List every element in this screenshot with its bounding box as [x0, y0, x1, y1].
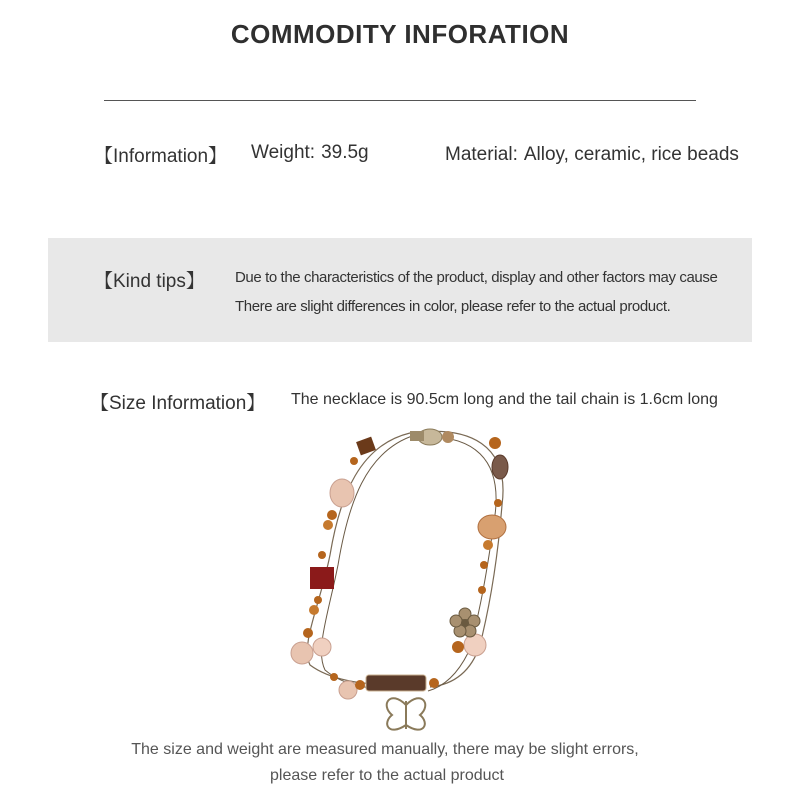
butterfly-charm	[387, 698, 426, 729]
footer-line-1: The size and weight are measured manually, there may be slight errors,	[131, 741, 639, 758]
information-label: 【Information】	[94, 146, 228, 167]
size-information-text: The necklace is 90.5cm long and the tail chain is 1.6cm long	[291, 391, 718, 408]
kind-tips-box	[48, 238, 752, 342]
left-beads	[291, 437, 376, 699]
weight-info	[251, 142, 369, 164]
page-title: COMMODITY INFORATION	[230, 19, 570, 49]
flower-charm	[450, 608, 480, 637]
material-info	[445, 144, 739, 166]
material-label: Material:	[445, 144, 518, 165]
tube-bead	[366, 675, 426, 691]
clasp	[410, 429, 454, 445]
weight-label: Weight:	[251, 142, 316, 163]
footer-line-2: please refer to the actual product	[270, 767, 504, 784]
material-value: Alloy, ceramic, rice beads	[523, 144, 739, 165]
kind-tips-line-2: There are slight differences in color, please refer to the actual product.	[235, 298, 671, 315]
title-divider	[104, 100, 696, 101]
kind-tips-line-1: Due to the characteristics of the product, display and other factors may cause	[235, 269, 718, 286]
kind-tips-label: 【Kind tips】	[94, 271, 205, 292]
necklace-image	[270, 415, 540, 745]
size-information-label: 【Size Information】	[90, 393, 266, 414]
weight-value: 39.5g	[321, 142, 369, 163]
